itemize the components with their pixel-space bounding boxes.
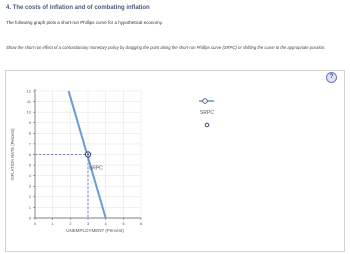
srpc-curve-label: SRPC	[88, 165, 103, 172]
y-tick-label: 7	[28, 141, 31, 147]
y-tick-label: 5	[28, 162, 31, 168]
instructions-text: Show the short-run effect of a contractionary monetary policy by dragging the point along the short-run Phillips curve (SRPC) or shifting the curve to the appropriate position.	[6, 45, 326, 50]
x-tick-label: 3	[86, 221, 90, 226]
y-tick-label: 8	[28, 130, 31, 136]
x-tick-label: 4	[104, 221, 107, 226]
intro-text: The following graph plots a short-run Phillips curve for a hypothetical economy.	[6, 20, 163, 25]
x-axis-label: UNEMPLOYMENT (Percent)	[66, 228, 124, 233]
draggable-point-center	[87, 153, 89, 155]
x-tick-label: 1	[51, 221, 54, 226]
page-heading: 4. The costs of inflation and of combating inflation	[6, 5, 150, 11]
legend-point-tool[interactable]	[205, 123, 209, 127]
y-tick-label: 11	[26, 98, 31, 104]
y-tick-label: 6	[28, 151, 31, 157]
x-tick-label: 2	[69, 221, 72, 226]
help-icon[interactable]: ?	[326, 72, 337, 83]
y-tick-label: 10	[26, 109, 31, 115]
x-tick-label: 6	[139, 221, 143, 226]
legend-srpc-label: SRPC	[200, 110, 214, 116]
y-tick-label: 3	[28, 183, 31, 189]
y-tick-label: 4	[28, 173, 31, 179]
y-tick-label: 0	[28, 215, 31, 221]
legend-srpc-handle[interactable]	[203, 99, 208, 104]
y-tick-label: 12	[26, 88, 31, 94]
y-tick-label: 2	[28, 194, 31, 200]
y-axis-label: INFLATION RATE (Percent)	[10, 128, 15, 181]
x-tick-label: 5	[122, 221, 125, 226]
tick-labels	[27, 88, 143, 226]
x-tick-label: 0	[33, 221, 37, 226]
y-tick-label: 1	[28, 204, 31, 210]
y-tick-label: 9	[28, 120, 31, 126]
legend	[199, 99, 214, 127]
point[interactable]	[85, 152, 90, 157]
